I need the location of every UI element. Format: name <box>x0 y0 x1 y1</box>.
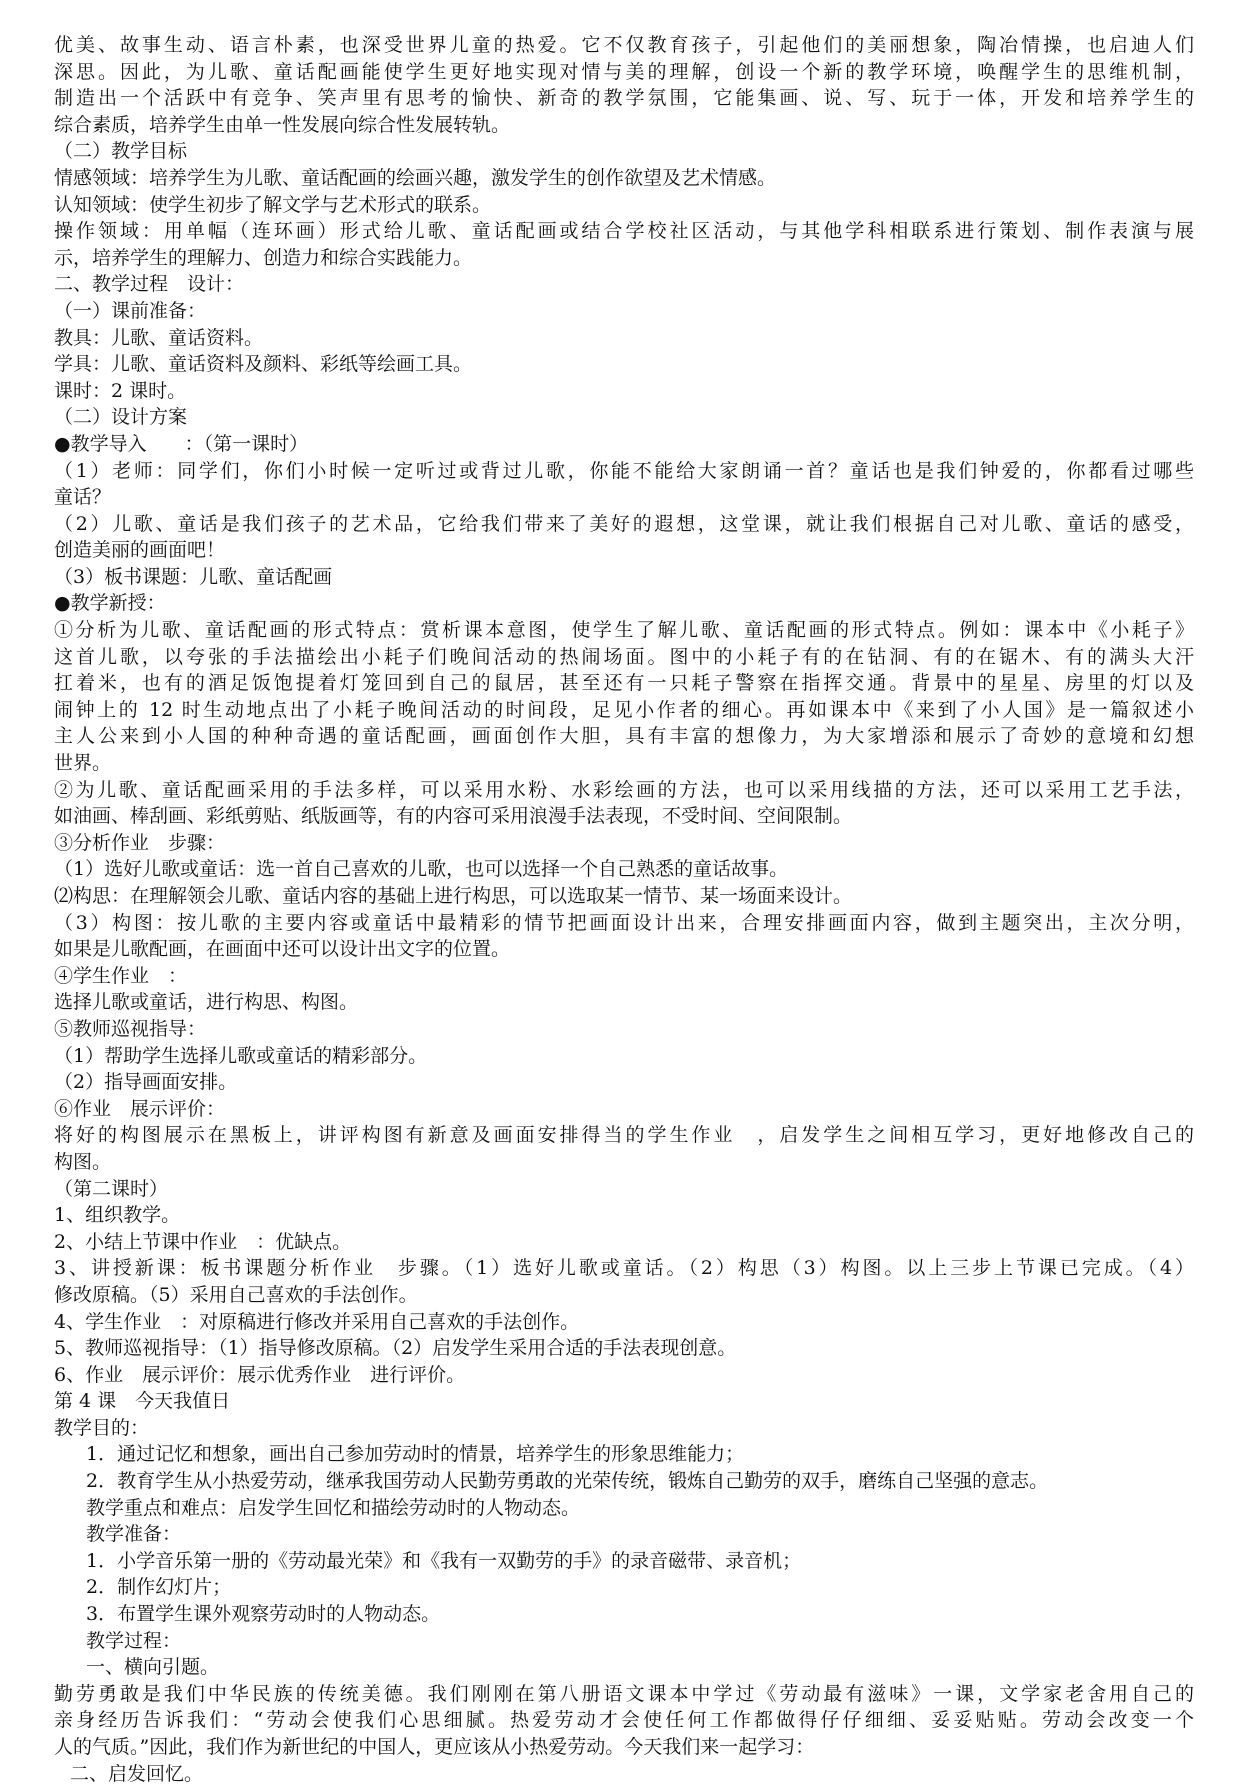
text-line: ①分析为儿歌、童话配画的形式特点：赏析课本意图，使学生了解儿歌、童话配画的形式特点。例如：课本中《小耗子》 <box>54 619 1194 642</box>
text-line: （3）板书课题：儿歌、童话配画 <box>54 565 333 588</box>
text-line: 二、教学过程 设计： <box>54 273 245 296</box>
text-line: 3、讲授新课：板书课题分析作业 步骤。（1）选好儿歌或童话。（2）构思（3）构图。以上三步上节课已完成。（4） <box>54 1257 1194 1280</box>
text-line: 2、小结上节课中作业 ：优缺点。 <box>54 1230 352 1253</box>
text-line: 1．小学音乐第一册的《劳动最光荣》和《我有一双勤劳的手》的录音磁带、录音机； <box>86 1549 802 1572</box>
text-line: 教学重点和难点：启发学生回忆和描绘劳动时的人物动态。 <box>86 1496 581 1519</box>
text-line: 学具：儿歌、童话资料及颜料、彩纸等绘画工具。 <box>54 353 473 376</box>
text-line: （二）设计方案 <box>54 406 188 429</box>
text-line: （2）指导画面安排。 <box>54 1071 238 1094</box>
text-line: ③分析作业 步骤： <box>54 831 226 854</box>
text-line: 闹钟上的 12 时生动地点出了小耗子晚间活动的时间段，足见小作者的细心。再如课本中《来到了小人国》是一篇叙述小 <box>54 698 1194 721</box>
text-line: 示，培养学生的理解力、创造力和综合实践能力。 <box>54 246 473 269</box>
text-line: 课时：2 课时。 <box>54 379 187 402</box>
text-line: （一）课前准备： <box>54 299 207 322</box>
text-line: 第 4 课 今天我值日 <box>54 1390 231 1413</box>
text-line: （2）儿歌、童话是我们孩子的艺术品，它给我们带来了美好的遐想，这堂课，就让我们根据自己对儿歌、童话的感受， <box>54 512 1194 535</box>
text-line: 教具：儿歌、童话资料。 <box>54 326 264 349</box>
text-line: ②为儿歌、童话配画采用的手法多样，可以采用水粉、水彩绘画的方法，也可以采用线描的方法，还可以采用工艺手法， <box>54 778 1194 801</box>
text-line: ●教学导入 ：（第一课时） <box>54 432 309 455</box>
text-line: 教学目的： <box>54 1416 150 1439</box>
text-line: ●教学新授： <box>54 592 166 615</box>
text-line: 5、教师巡视指导：（1）指导修改原稿。（2）启发学生采用合适的手法表现创意。 <box>54 1337 737 1360</box>
text-line: 1．通过记忆和想象，画出自己参加劳动时的情景，培养学生的形象思维能力； <box>86 1443 745 1466</box>
text-line: 深思。因此，为儿歌、童话配画能使学生更好地实现对情与美的理解，创设一个新的教学环境，唤醒学生的思维机制， <box>54 60 1194 83</box>
text-line: 1、组织教学。 <box>54 1204 181 1227</box>
document-page <box>54 32 1194 1787</box>
text-line: 人的气质。”因此，我们作为新世纪的中国人，更应该从小热爱劳动。今天我们来一起学习： <box>54 1736 815 1758</box>
text-line: 修改原稿。（5）采用自己喜欢的手法创作。 <box>54 1283 418 1306</box>
text-line: 综合素质，培养学生由单一性发展向综合性发展转轨。 <box>54 113 511 136</box>
text-line: 这首儿歌，以夸张的手法描绘出小耗子们晚间活动的热闹场面。图中的小耗子有的在钻洞、有的在锯木、有的满头大汗 <box>54 645 1194 668</box>
text-line: （1）选好儿歌或童话：选一首自己喜欢的儿歌，也可以选择一个自己熟悉的童话故事。 <box>54 858 789 881</box>
text-line: ④学生作业 ： <box>54 964 188 987</box>
text-line: 2．制作幻灯片； <box>86 1576 232 1599</box>
text-line: 童话？ <box>54 486 112 509</box>
text-line: 教学过程： <box>86 1629 182 1652</box>
text-line: 构图。 <box>54 1150 112 1173</box>
text-line: 主人公来到小人国的种种奇遇的童话配画，画面创作大胆，具有丰富的想像力，为大家增添和展示了奇妙的意境和幻想 <box>54 725 1194 748</box>
text-line: 二、启发回忆。 <box>70 1762 204 1785</box>
text-line: 优美、故事生动、语言朴素，也深受世界儿童的热爱。它不仅教育孩子，引起他们的美丽想象，陶冶情操，也启迪人们 <box>54 34 1194 56</box>
text-line: （3）构图：按儿歌的主要内容或童话中最精彩的情节把画面设计出来，合理安排画面内容，做到主题突出，主次分明， <box>54 911 1194 934</box>
text-line: 操作领域：用单幅（连环画）形式给儿歌、童话配画或结合学校社区活动，与其他学科相联系进行策划、制作表演与展 <box>54 220 1194 243</box>
text-line: 选择儿歌或童话，进行构思、构图。 <box>54 991 359 1014</box>
text-line: 勤劳勇敢是我们中华民族的传统美德。我们刚刚在第八册语文课本中学过《劳动最有滋味》一课，文学家老舍用自己的 <box>54 1682 1194 1705</box>
text-line: ⑵构思：在理解领会儿歌、童话内容的基础上进行构思，可以选取某一情节、某一场面来设计。 <box>54 885 853 907</box>
text-line: （第二课时） <box>54 1177 169 1200</box>
text-line: 6、作业 展示评价：展示优秀作业 进行评价。 <box>54 1363 466 1386</box>
text-line: 教学准备： <box>86 1523 182 1546</box>
text-line: 认知领域：使学生初步了解文学与艺术形式的联系。 <box>54 193 492 216</box>
text-line: 扛着米，也有的酒足饭饱提着灯笼回到自己的鼠居，甚至还有一只耗子警察在指挥交通。背景中的星星、房里的灯以及 <box>54 672 1194 695</box>
text-line: 情感领域：培养学生为儿歌、童话配画的绘画兴趣，激发学生的创作欲望及艺术情感。 <box>54 166 777 189</box>
text-line: ⑤教师巡视指导： <box>54 1017 207 1040</box>
text-line: ⑥作业 展示评价： <box>54 1097 226 1120</box>
text-line: 如果是儿歌配画，在画面中还可以设计出文字的位置。 <box>54 938 511 961</box>
text-line: 2．教育学生从小热爱劳动，继承我国劳动人民勤劳勇敢的光荣传统，锻炼自己勤劳的双手，磨练自己坚强的意志。 <box>86 1470 1049 1493</box>
text-line: （二）教学目标 <box>54 140 188 163</box>
text-line: （1）帮助学生选择儿歌或童话的精彩部分。 <box>54 1044 428 1067</box>
text-line: 如油画、棒刮画、彩纸剪贴、纸版画等，有的内容可采用浪漫手法表现，不受时间、空间限制。 <box>54 805 853 828</box>
text-line: 世界。 <box>54 752 112 775</box>
text-line: 亲身经历告诉我们：“劳动会使我们心思细腻。热爱劳动才会使任何工作都做得仔仔细细、妥妥贴贴。劳动会改变一个 <box>54 1709 1194 1732</box>
text-line: 3．布置学生课外观察劳动时的人物动态。 <box>86 1603 441 1626</box>
text-line: 一、横向引题。 <box>86 1656 220 1679</box>
text-line: 将好的构图展示在黑板上，讲评构图有新意及画面安排得当的学生作业 ，启发学生之间相互学习，更好地修改自己的 <box>54 1124 1194 1147</box>
text-line: 4、学生作业 ：对原稿进行修改并采用自己喜欢的手法创作。 <box>54 1310 580 1333</box>
text-line: 创造美丽的画面吧！ <box>54 539 226 562</box>
text-line: （1）老师：同学们，你们小时候一定听过或背过儿歌，你能不能给大家朗诵一首？童话也是我们钟爱的，你都看过哪些 <box>54 459 1194 482</box>
text-line: 制造出一个活跃中有竞争、笑声里有思考的愉快、新奇的教学氛围，它能集画、说、写、玩于一体，开发和培养学生的 <box>54 87 1194 110</box>
